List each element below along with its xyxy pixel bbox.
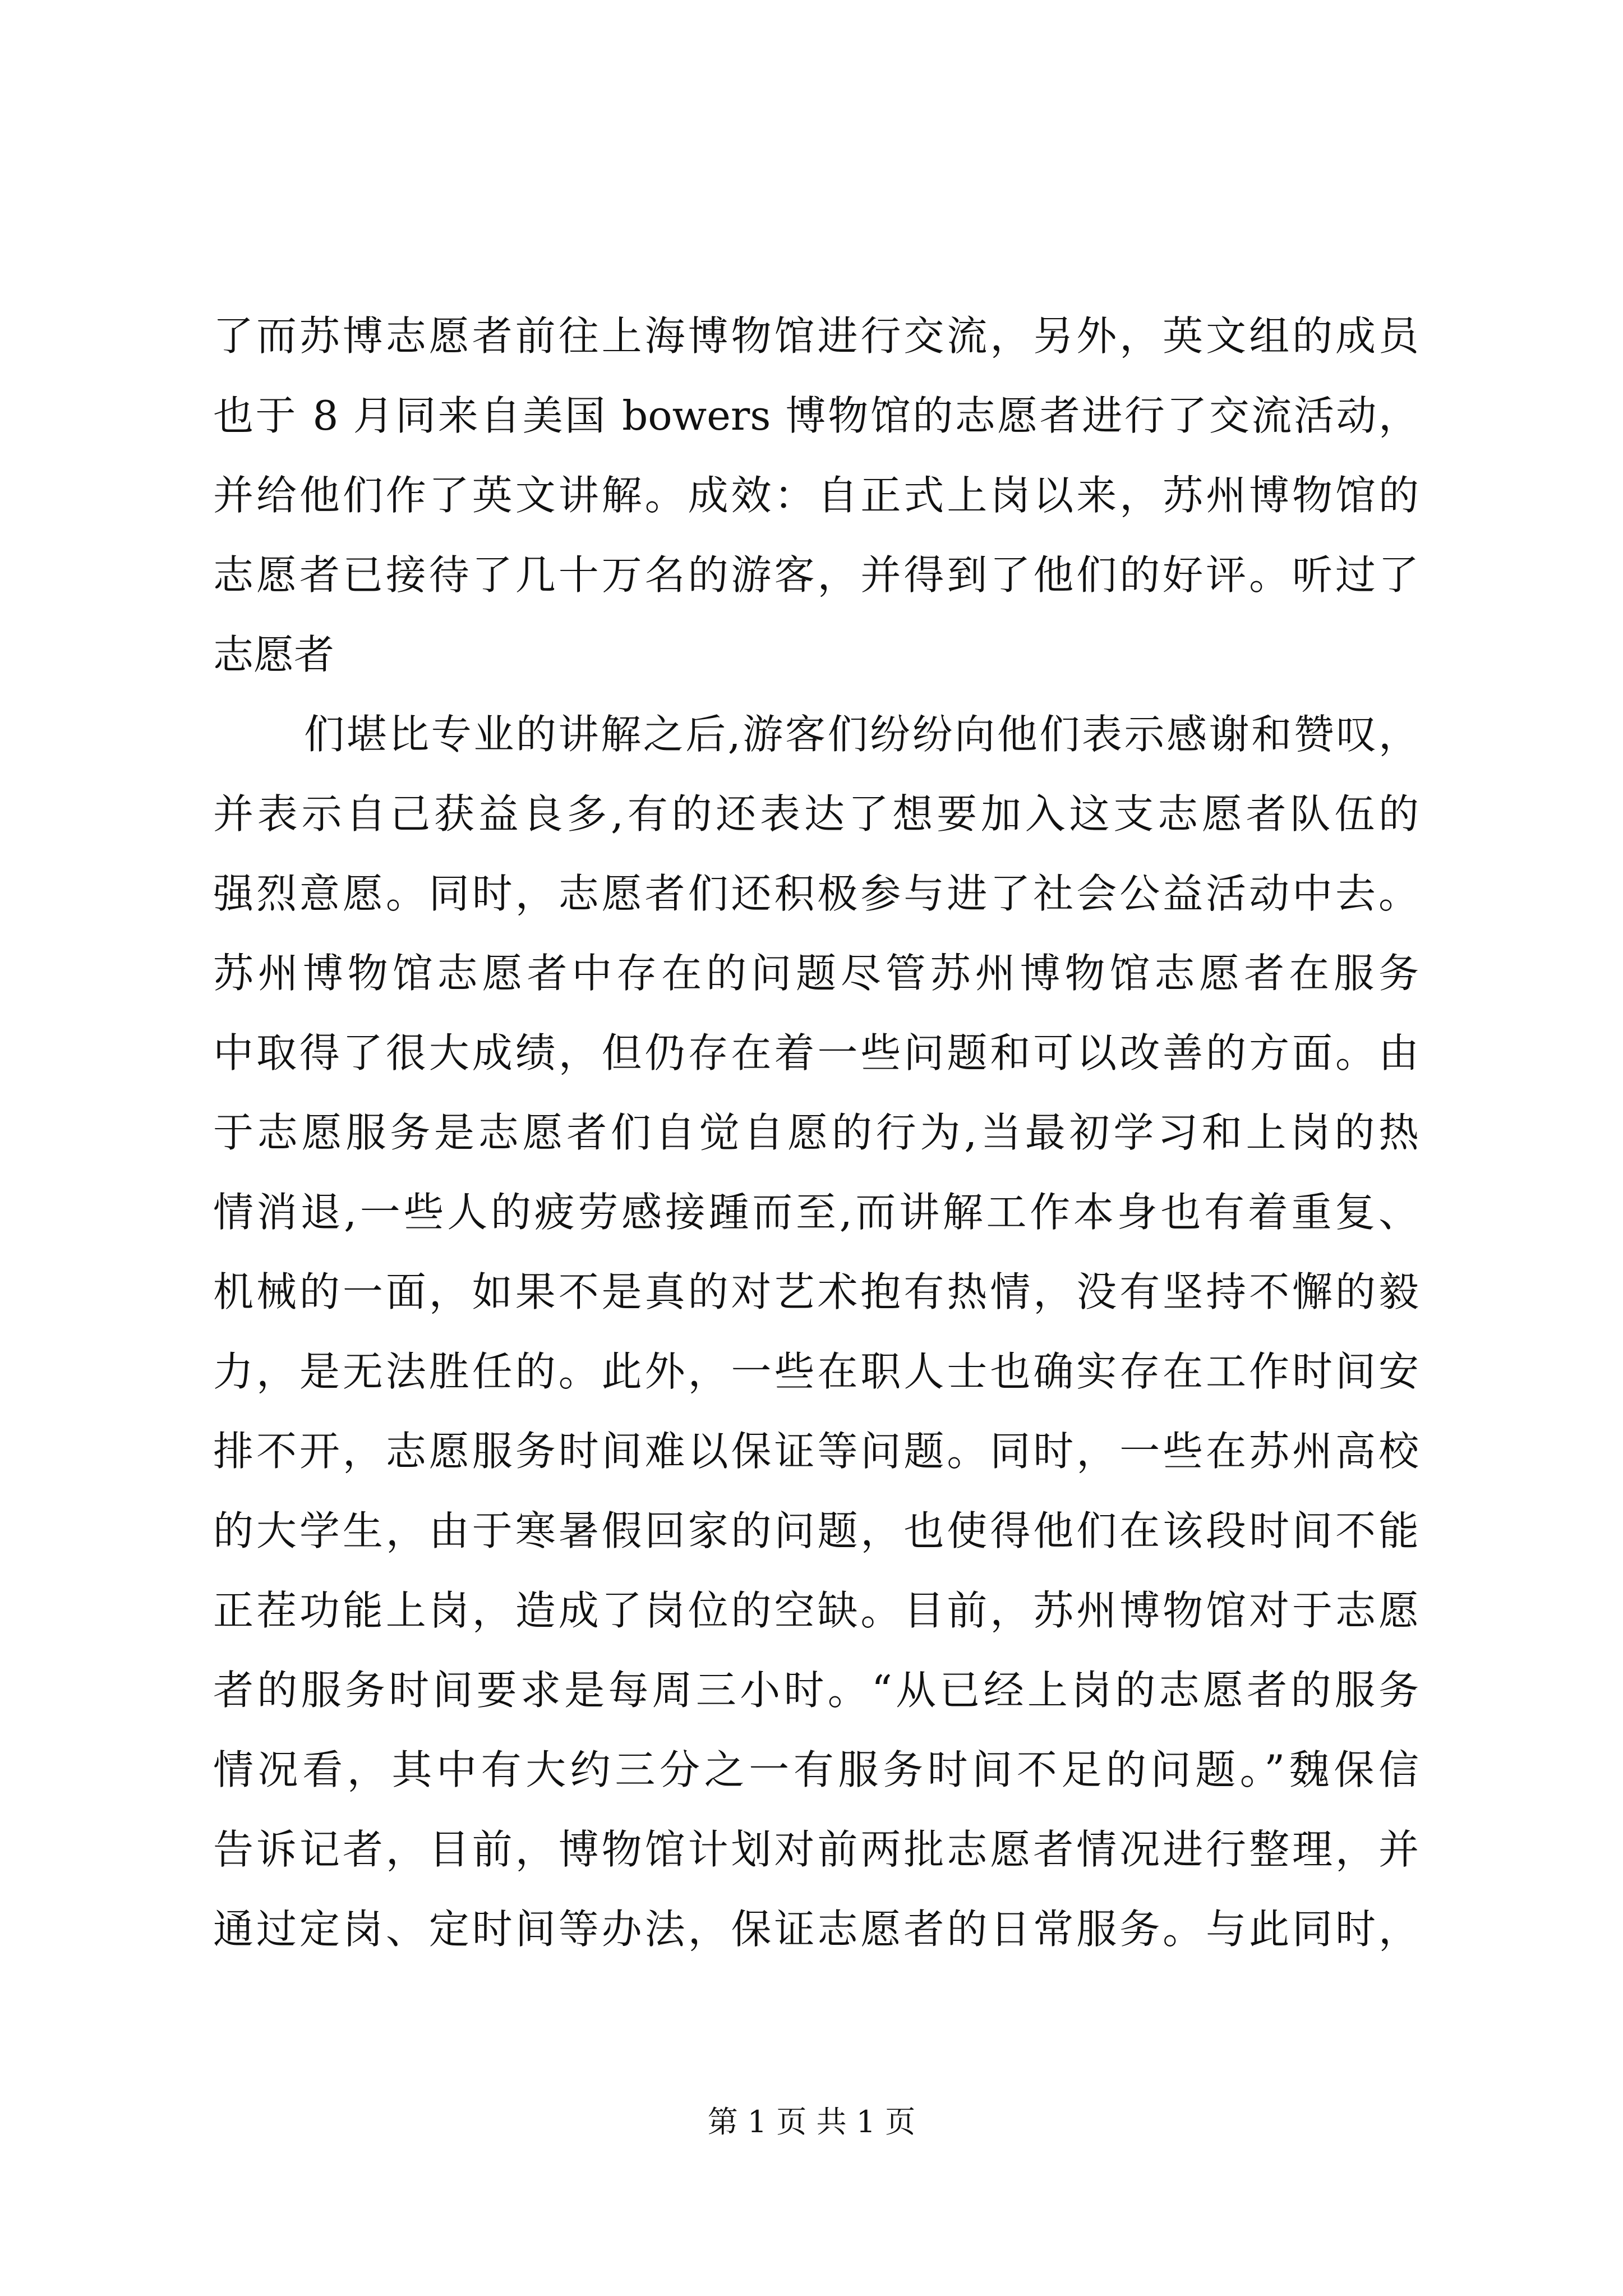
- text-line: 通过定岗、定时间等办法，保证志愿者的日常服务。与此同时，: [213, 1906, 1419, 1953]
- text-line: 也于 8 月同来自美国 bowers 博物馆的志愿者进行了交流活动，: [213, 392, 1419, 439]
- page-footer: 第 1 页 共 1 页: [707, 2104, 916, 2139]
- text-line: 力，是无法胜任的。此外，一些在职人士也确实存在工作时间安: [213, 1348, 1419, 1395]
- text-line: 机械的一面，如果不是真的对艺术抱有热情，没有坚持不懈的毅: [213, 1268, 1419, 1315]
- text-line: 者的服务时间要求是每周三小时。“从已经上岗的志愿者的服务: [213, 1667, 1419, 1714]
- text-line: 情况看，其中有大约三分之一有服务时间不足的问题。”魏保信: [213, 1746, 1419, 1793]
- text-line: 志愿者已接待了几十万名的游客，并得到了他们的好评。听过了: [213, 551, 1419, 599]
- text-line: 情消退,一些人的疲劳感接踵而至,而讲解工作本身也有着重复、: [213, 1189, 1419, 1236]
- text-line: 并给他们作了英文讲解。成效：自正式上岗以来，苏州博物馆的: [213, 472, 1419, 519]
- text-line: 苏州博物馆志愿者中存在的问题尽管苏州博物馆志愿者在服务: [213, 950, 1419, 997]
- text-line: 强烈意愿。同时，志愿者们还积极参与进了社会公益活动中去。: [213, 870, 1419, 917]
- text-line: 了而苏博志愿者前往上海博物馆进行交流，另外，英文组的成员: [213, 312, 1419, 360]
- text-line: 并表示自己获益良多,有的还表达了想要加入这支志愿者队伍的: [213, 790, 1419, 838]
- body-text: [213, 296, 1419, 1969]
- text-line: 的大学生，由于寒暑假回家的问题，也使得他们在该段时间不能: [213, 1507, 1419, 1554]
- text-line: 们堪比专业的讲解之后,游客们纷纷向他们表示感谢和赞叹，: [304, 711, 1419, 758]
- text-line: 排不开，志愿服务时间难以保证等问题。同时，一些在苏州高校: [213, 1428, 1419, 1475]
- text-line: 正茬功能上岗，造成了岗位的空缺。目前，苏州博物馆对于志愿: [213, 1587, 1419, 1634]
- text-line: 志愿者: [213, 631, 335, 678]
- text-line: 于志愿服务是志愿者们自觉自愿的行为,当最初学习和上岗的热: [213, 1109, 1419, 1156]
- text-line: 告诉记者，目前，博物馆计划对前两批志愿者情况进行整理，并: [213, 1826, 1419, 1873]
- text-line: 中取得了很大成绩，但仍存在着一些问题和可以改善的方面。由: [213, 1029, 1419, 1076]
